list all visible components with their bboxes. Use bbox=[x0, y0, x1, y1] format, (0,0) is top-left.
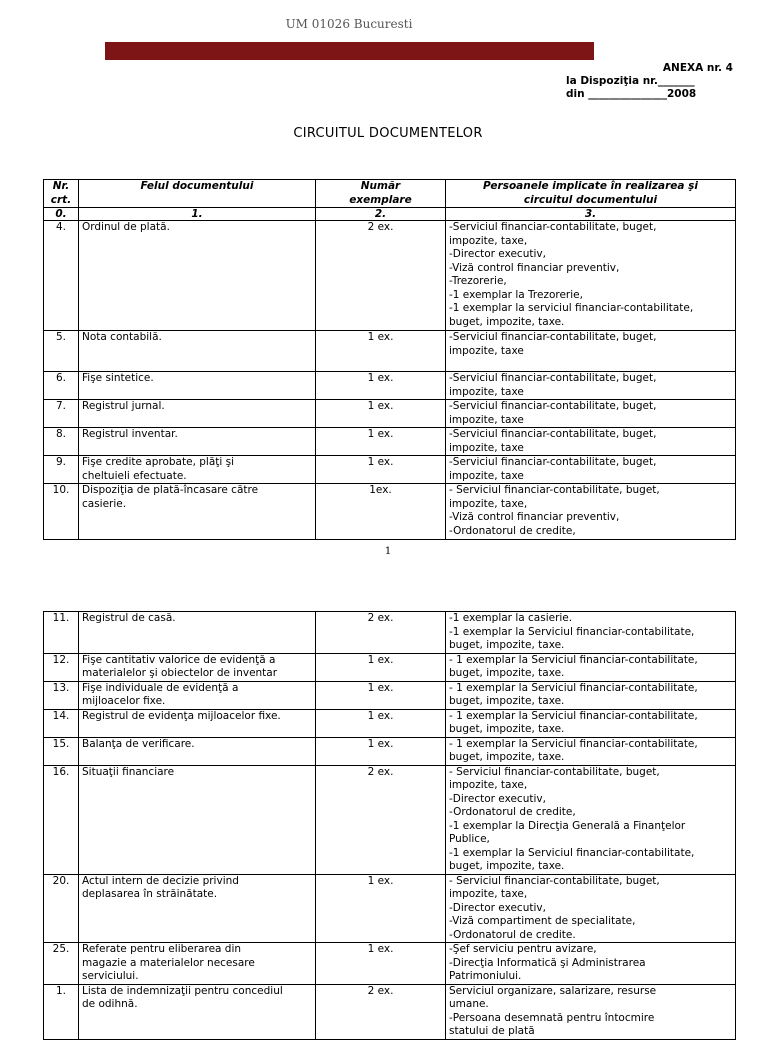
cell-line: Dispoziţia de plată-încasare către bbox=[82, 484, 259, 496]
cell-line: -1 exemplar la casierie. bbox=[449, 612, 573, 624]
document-type bbox=[79, 456, 316, 484]
cell-line: circuitul documentului bbox=[523, 193, 658, 206]
cell-line: Registrul de casă. bbox=[82, 612, 176, 624]
cell-line: Registrul de evidenţa mijloacelor fixe. bbox=[82, 709, 281, 722]
table-row bbox=[44, 984, 736, 1039]
document-type bbox=[79, 484, 316, 540]
persons-involved bbox=[446, 984, 736, 1039]
row-number: 5. bbox=[44, 331, 79, 372]
table-row bbox=[44, 612, 736, 654]
table-row bbox=[44, 456, 736, 484]
cell-line: -Serviciul financiar-contabilitate, buget, bbox=[449, 331, 657, 343]
table-row bbox=[44, 400, 736, 428]
cell-line: -Ordonatorul de credite, bbox=[449, 524, 576, 537]
row-number: 9. bbox=[44, 456, 79, 484]
table-row bbox=[44, 765, 736, 874]
cell-line: -Serviciul financiar-contabilitate, buget, bbox=[449, 456, 657, 468]
table-row bbox=[44, 221, 736, 331]
cell-line: - 1 exemplar la Serviciul financiar-contabilitate, bbox=[449, 709, 698, 722]
cell-line: Felul documentului bbox=[140, 180, 254, 192]
cell-line: buget, impozite, taxe. bbox=[449, 667, 565, 679]
cell-line: - 1 exemplar la Serviciul financiar-contabilitate, bbox=[449, 681, 698, 694]
index-cell: 0. bbox=[44, 208, 79, 221]
persons-involved bbox=[446, 400, 736, 428]
cell-line: -1 exemplar la Serviciul financiar-contabilitate, bbox=[449, 625, 695, 638]
cell-line: -Persoana desemnată pentru întocmire bbox=[449, 1011, 655, 1024]
persons-involved bbox=[446, 943, 736, 985]
row-number: 15. bbox=[44, 737, 79, 765]
cell-line: Lista de indemnizaţii pentru concediul bbox=[82, 984, 283, 997]
document-type bbox=[79, 681, 316, 709]
copies-count: 1 ex. bbox=[316, 456, 446, 484]
row-number: 14. bbox=[44, 709, 79, 737]
cell-line: -Director executiv, bbox=[449, 901, 546, 914]
table-row bbox=[44, 737, 736, 765]
cell-line: materialelor şi obiectelor de inventar bbox=[82, 667, 278, 679]
cell-line: -Trezorerie, bbox=[449, 275, 507, 287]
copies-count: 2 ex. bbox=[316, 765, 446, 874]
index-cell: 2. bbox=[316, 208, 446, 221]
copies-count: 1 ex. bbox=[316, 874, 446, 943]
cell-line: -Serviciul financiar-contabilitate, buget, bbox=[449, 400, 657, 412]
cell-line: cheltuieli efectuate. bbox=[82, 469, 187, 482]
persons-involved bbox=[446, 484, 736, 540]
document-type bbox=[79, 400, 316, 428]
persons-involved bbox=[446, 737, 736, 765]
cell-line: - Serviciul financiar-contabilitate, buget, bbox=[449, 874, 660, 887]
row-number: 16. bbox=[44, 765, 79, 874]
cell-line: buget, impozite, taxe. bbox=[449, 695, 565, 707]
cell-line: -Serviciul financiar-contabilitate, buget, bbox=[449, 221, 657, 233]
row-number: 10. bbox=[44, 484, 79, 540]
cell-line: -Ordonatorul de credite, bbox=[449, 806, 576, 818]
copies-count: 1 ex. bbox=[316, 400, 446, 428]
cell-line: serviciului. bbox=[82, 970, 139, 982]
table-header-row bbox=[44, 180, 736, 208]
table-index-row bbox=[44, 208, 736, 221]
cell-line: casierie. bbox=[82, 497, 127, 510]
cell-line: -Serviciul financiar-contabilitate, buget, bbox=[449, 372, 657, 384]
cell-line: impozite, taxe bbox=[449, 469, 524, 482]
annex-disposition-line: la Dispoziţia nr._______ bbox=[566, 75, 695, 87]
persons-involved bbox=[446, 653, 736, 681]
cell-line: -1 exemplar la Direcţia Generală a Finanţelor bbox=[449, 819, 686, 832]
copies-count: 2 ex. bbox=[316, 612, 446, 654]
document-type bbox=[79, 943, 316, 985]
cell-line: buget, impozite, taxe. bbox=[449, 723, 565, 735]
cell-line: crt. bbox=[50, 193, 72, 206]
persons-involved bbox=[446, 874, 736, 943]
cell-line: Nr. bbox=[52, 180, 70, 192]
copies-count: 1ex. bbox=[316, 484, 446, 540]
cell-line: Fişe cantitativ valorice de evidenţă a bbox=[82, 653, 276, 666]
cell-line: Balanţa de verificare. bbox=[82, 737, 195, 750]
copies-count: 2 ex. bbox=[316, 221, 446, 331]
row-number: 8. bbox=[44, 428, 79, 456]
persons-involved bbox=[446, 221, 736, 331]
copies-count: 1 ex. bbox=[316, 681, 446, 709]
cell-line: -Viză compartiment de specialitate, bbox=[449, 915, 636, 927]
cell-line: Registrul inventar. bbox=[82, 428, 178, 440]
copies-count: 1 ex. bbox=[316, 653, 446, 681]
table-row bbox=[44, 653, 736, 681]
persons-involved bbox=[446, 765, 736, 874]
persons-involved bbox=[446, 681, 736, 709]
copies-count: 1 ex. bbox=[316, 709, 446, 737]
cell-line: Fişe credite aprobate, plăţi şi bbox=[82, 456, 235, 468]
cell-line: magazie a materialelor necesare bbox=[82, 956, 255, 969]
cell-line: - Serviciul financiar-contabilitate, buget, bbox=[449, 484, 660, 496]
row-number: 4. bbox=[44, 221, 79, 331]
document-type bbox=[79, 709, 316, 737]
document-type bbox=[79, 221, 316, 331]
documents-table-page2 bbox=[43, 611, 736, 1040]
cell-line: -1 exemplar la Trezorerie, bbox=[449, 288, 583, 301]
table-row bbox=[44, 681, 736, 709]
table-row bbox=[44, 484, 736, 540]
copies-count: 1 ex. bbox=[316, 331, 446, 372]
cell-line: Actul intern de decizie privind bbox=[82, 874, 239, 887]
row-number: 20. bbox=[44, 874, 79, 943]
cell-line: Publice, bbox=[449, 833, 490, 845]
cell-line: -Ordonatorul de credite. bbox=[449, 928, 576, 941]
row-number: 7. bbox=[44, 400, 79, 428]
cell-line: -Director executiv, bbox=[449, 248, 546, 260]
persons-involved bbox=[446, 372, 736, 400]
row-number: 12. bbox=[44, 653, 79, 681]
copies-count: 1 ex. bbox=[316, 943, 446, 985]
cell-line: impozite, taxe bbox=[449, 441, 524, 454]
persons-involved bbox=[446, 456, 736, 484]
cell-line: Ordinul de plată. bbox=[82, 221, 170, 233]
document-type bbox=[79, 765, 316, 874]
cell-line: exemplare bbox=[349, 193, 412, 206]
cell-line: -Serviciul financiar-contabilitate, buget, bbox=[449, 428, 657, 440]
copies-count: 1 ex. bbox=[316, 428, 446, 456]
header-title: UM 01026 Bucuresti bbox=[285, 17, 413, 31]
documents-table-page1 bbox=[43, 179, 736, 540]
cell-line: impozite, taxe bbox=[449, 413, 524, 426]
table-body-page1 bbox=[44, 221, 736, 540]
index-cell: 3. bbox=[446, 208, 736, 221]
document-type bbox=[79, 984, 316, 1039]
page-number: 1 bbox=[384, 546, 392, 557]
document-type bbox=[79, 737, 316, 765]
cell-line: Persoanele implicate în realizarea şi bbox=[483, 180, 698, 192]
persons-involved bbox=[446, 428, 736, 456]
row-number: 13. bbox=[44, 681, 79, 709]
cell-line: impozite, taxe, bbox=[449, 779, 528, 791]
cell-line: -Director executiv, bbox=[449, 792, 546, 805]
table-row bbox=[44, 709, 736, 737]
cell-line: -1 exemplar la Serviciul financiar-contabilitate, bbox=[449, 846, 695, 859]
cell-line: Număr bbox=[360, 180, 401, 192]
header-persoanele bbox=[446, 180, 736, 208]
cell-line: - Serviciul financiar-contabilitate, buget, bbox=[449, 765, 660, 778]
annex-date-line: din _______________2008 bbox=[566, 88, 697, 100]
cell-line: - 1 exemplar la Serviciul financiar-contabilitate, bbox=[449, 737, 698, 750]
document-type bbox=[79, 331, 316, 372]
row-number: 25. bbox=[44, 943, 79, 985]
table-row bbox=[44, 428, 736, 456]
cell-line: de odihnă. bbox=[82, 998, 138, 1010]
table-row bbox=[44, 372, 736, 400]
cell-line: Serviciul organizare, salarizare, resurse bbox=[449, 984, 657, 997]
cell-line: -Direcţia Informatică şi Administrarea bbox=[449, 956, 646, 969]
cell-line: - 1 exemplar la Serviciul financiar-contabilitate, bbox=[449, 653, 698, 666]
cell-line: impozite, taxe bbox=[449, 385, 524, 398]
cell-line: buget, impozite, taxe. bbox=[449, 860, 565, 872]
index-cell: 1. bbox=[79, 208, 316, 221]
row-number: 11. bbox=[44, 612, 79, 654]
cell-line: Registrul jurnal. bbox=[82, 400, 165, 412]
cell-line: impozite, taxe, bbox=[449, 888, 528, 900]
document-type bbox=[79, 612, 316, 654]
cell-line: buget, impozite, taxe. bbox=[449, 639, 565, 651]
persons-involved bbox=[446, 612, 736, 654]
cell-line: buget, impozite, taxe. bbox=[449, 315, 565, 328]
document-type bbox=[79, 653, 316, 681]
header-bar bbox=[105, 42, 594, 60]
copies-count: 2 ex. bbox=[316, 984, 446, 1039]
header-felul bbox=[79, 180, 316, 208]
table-row bbox=[44, 943, 736, 985]
document-type bbox=[79, 428, 316, 456]
row-number: 1. bbox=[44, 984, 79, 1039]
document-type bbox=[79, 372, 316, 400]
cell-line: Fişe sintetice. bbox=[82, 372, 154, 384]
table-row bbox=[44, 331, 736, 372]
header-numar bbox=[316, 180, 446, 208]
cell-line: Fişe individuale de evidenţă a bbox=[82, 681, 239, 694]
copies-count: 1 ex. bbox=[316, 372, 446, 400]
cell-line: mijloacelor fixe. bbox=[82, 695, 166, 707]
cell-line: Nota contabilă. bbox=[82, 331, 162, 343]
cell-line: -Viză control financiar preventiv, bbox=[449, 261, 620, 274]
row-number: 6. bbox=[44, 372, 79, 400]
cell-line: Referate pentru eliberarea din bbox=[82, 943, 242, 955]
cell-line: buget, impozite, taxe. bbox=[449, 751, 565, 763]
persons-involved bbox=[446, 331, 736, 372]
cell-line: -1 exemplar la serviciul financiar-contabilitate, bbox=[449, 302, 694, 314]
cell-line: impozite, taxe bbox=[449, 344, 524, 357]
cell-line: Patrimoniului. bbox=[449, 970, 522, 982]
document-type bbox=[79, 874, 316, 943]
cell-line: deplasarea în străinătate. bbox=[82, 888, 218, 900]
document-title: CIRCUITUL DOCUMENTELOR bbox=[293, 126, 483, 141]
cell-line: -Şef serviciu pentru avizare, bbox=[449, 943, 597, 955]
persons-involved bbox=[446, 709, 736, 737]
cell-line: statului de plată bbox=[449, 1025, 535, 1037]
copies-count: 1 ex. bbox=[316, 737, 446, 765]
cell-line: impozite, taxe, bbox=[449, 497, 528, 510]
annex-title: ANEXA nr. 4 bbox=[662, 62, 733, 74]
table-row bbox=[44, 874, 736, 943]
cell-line: impozite, taxe, bbox=[449, 234, 528, 247]
cell-line: Situaţii financiare bbox=[82, 765, 175, 778]
header-nr bbox=[44, 180, 79, 208]
cell-line: umane. bbox=[449, 998, 489, 1010]
cell-line: -Viză control financiar preventiv, bbox=[449, 511, 620, 523]
table-body-page2 bbox=[44, 612, 736, 1040]
